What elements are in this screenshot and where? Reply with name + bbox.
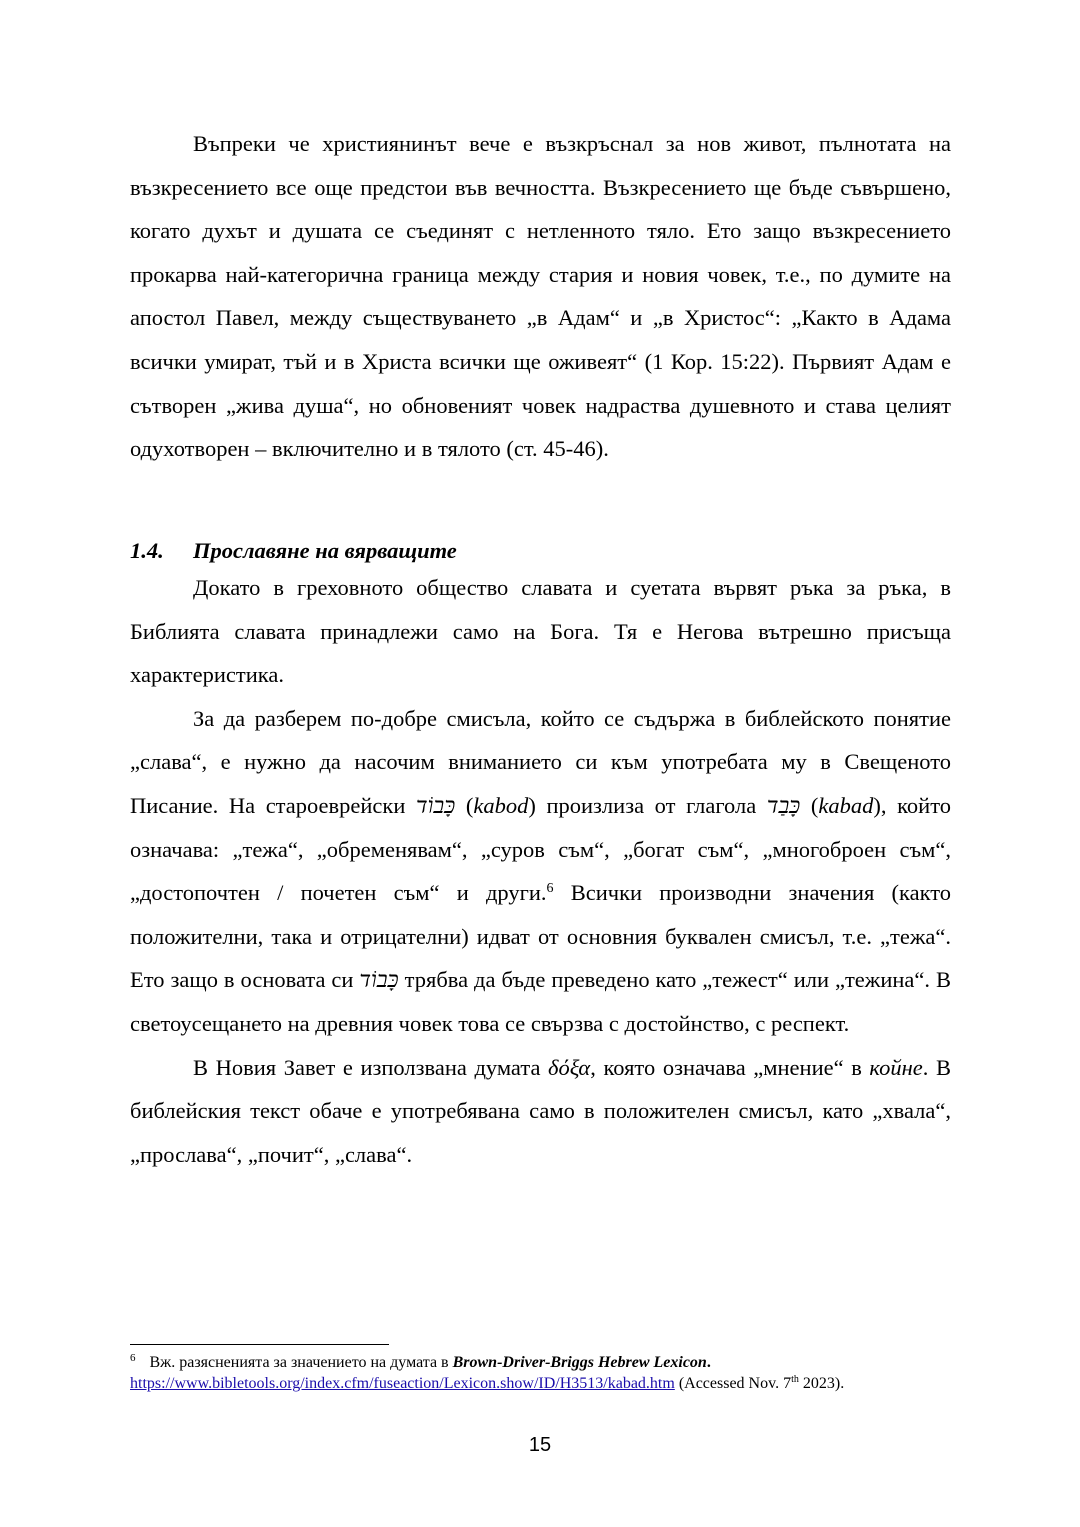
hebrew-word-kabod: כָּבוֹד	[416, 792, 456, 818]
hebrew-word-kabod: כָּבוֹד	[359, 967, 399, 993]
footnote-period: .	[706, 1354, 711, 1371]
greek-word-doxa: δόξα	[548, 1054, 591, 1080]
text-run: Всички производни значения (както положителни, така и отрицателни) идват от основния буквален смисъл, т.е. „тежа“. Ето защо в основата си	[130, 880, 951, 993]
transliteration-kabad: kabad	[818, 792, 874, 818]
footnote-number: 6	[130, 1352, 136, 1364]
footnote-reference[interactable]: 6	[546, 881, 554, 897]
text-run: , която означава „мнение“ в	[590, 1054, 870, 1080]
text-run: трябва да бъде преведено като „тежест“ или „тежина“. В светоусещането на древния човек това се свързва с достойнство, с респект.	[130, 967, 951, 1036]
section-title: Прославяне на вярващите	[193, 538, 457, 563]
section-1-4	[130, 536, 951, 1176]
footnote-line-2	[130, 1373, 951, 1394]
text-run: ) произлиза от глагола	[528, 792, 767, 818]
footnote-separator	[130, 1344, 389, 1345]
text-run: (	[455, 792, 474, 818]
paragraph-kabod	[130, 697, 951, 1046]
footnote	[130, 1352, 951, 1394]
term-koine: койне	[869, 1054, 923, 1080]
paragraph-resurrection: Въпреки че християнинът вече е възкръснал за нов живот, пълнотата на възкресението все още предстои във вечността. Възкресението ще бъде съвършено, когато духът и душата се съединят с нетленното тяло. Ето защо възкресението прокарва най-категорична граница между стария и новия човек, т.е., по думите на апостол Павел, между съществуването „в Адам“ и „в Христос“: „Както в Адама всички умират, тъй и в Христа всички ще оживеят“ (1 Кор. 15:22). Първият Адам е сътворен „жива душа“, но обновеният човек надраства душевното и става целият одухотворен – включително и в тялото (ст. 45-46).	[130, 131, 951, 462]
page-number: 15	[528, 1434, 552, 1456]
footnote-source-title: Brown-Driver-Briggs Hebrew Lexicon	[452, 1354, 707, 1371]
text-run: В Новия Завет е използвана думата	[193, 1054, 549, 1080]
section-number: 1.4.	[130, 538, 164, 563]
footnote-link[interactable]: https://www.bibletools.org/index.cfm/fuseaction/Lexicon.show/ID/H3513/kabad.htm	[130, 1375, 675, 1392]
footnote-accessed: (Accessed Nov. 7	[674, 1375, 792, 1392]
footnote-line-1	[130, 1352, 951, 1373]
text-run: За да разберем по-добре смисъла, който се съдържа в библейското понятие „слава“, е нужно да насочим вниманието си към употребата му в Свещеното Писание. На староеврейски	[130, 705, 951, 818]
footnote-text: Вж. разясненията за значението на думата в	[149, 1354, 453, 1371]
text-run: (	[800, 792, 819, 818]
transliteration-kabod: kabod	[473, 792, 529, 818]
body-text-top	[130, 122, 951, 471]
text-run: ), който означава: „тежа“, „обременявам“, „суров съм“, „богат съм“, „многоброен съм“, „достопочтен / почетен съм“ и други.	[130, 792, 952, 906]
section-heading	[130, 536, 951, 566]
hebrew-word-kabad: כָּבַד	[766, 792, 801, 818]
paragraph-doxa	[130, 1046, 951, 1177]
paragraph-glory-intro: Докато в греховното общество славата и суетата вървят ръка за ръка, в Библията славата принадлежи само на Бога. Тя е Негова вътрешно присъща характеристика.	[130, 575, 951, 688]
footnote-accessed-end: 2023).	[798, 1375, 845, 1392]
text-run: . В библейския текст обаче е употребявана само в положителен смисъл, като „хвала“, „прослава“, „почит“, „слава“.	[130, 1054, 951, 1167]
footnote-accessed-sup: th	[791, 1374, 799, 1385]
